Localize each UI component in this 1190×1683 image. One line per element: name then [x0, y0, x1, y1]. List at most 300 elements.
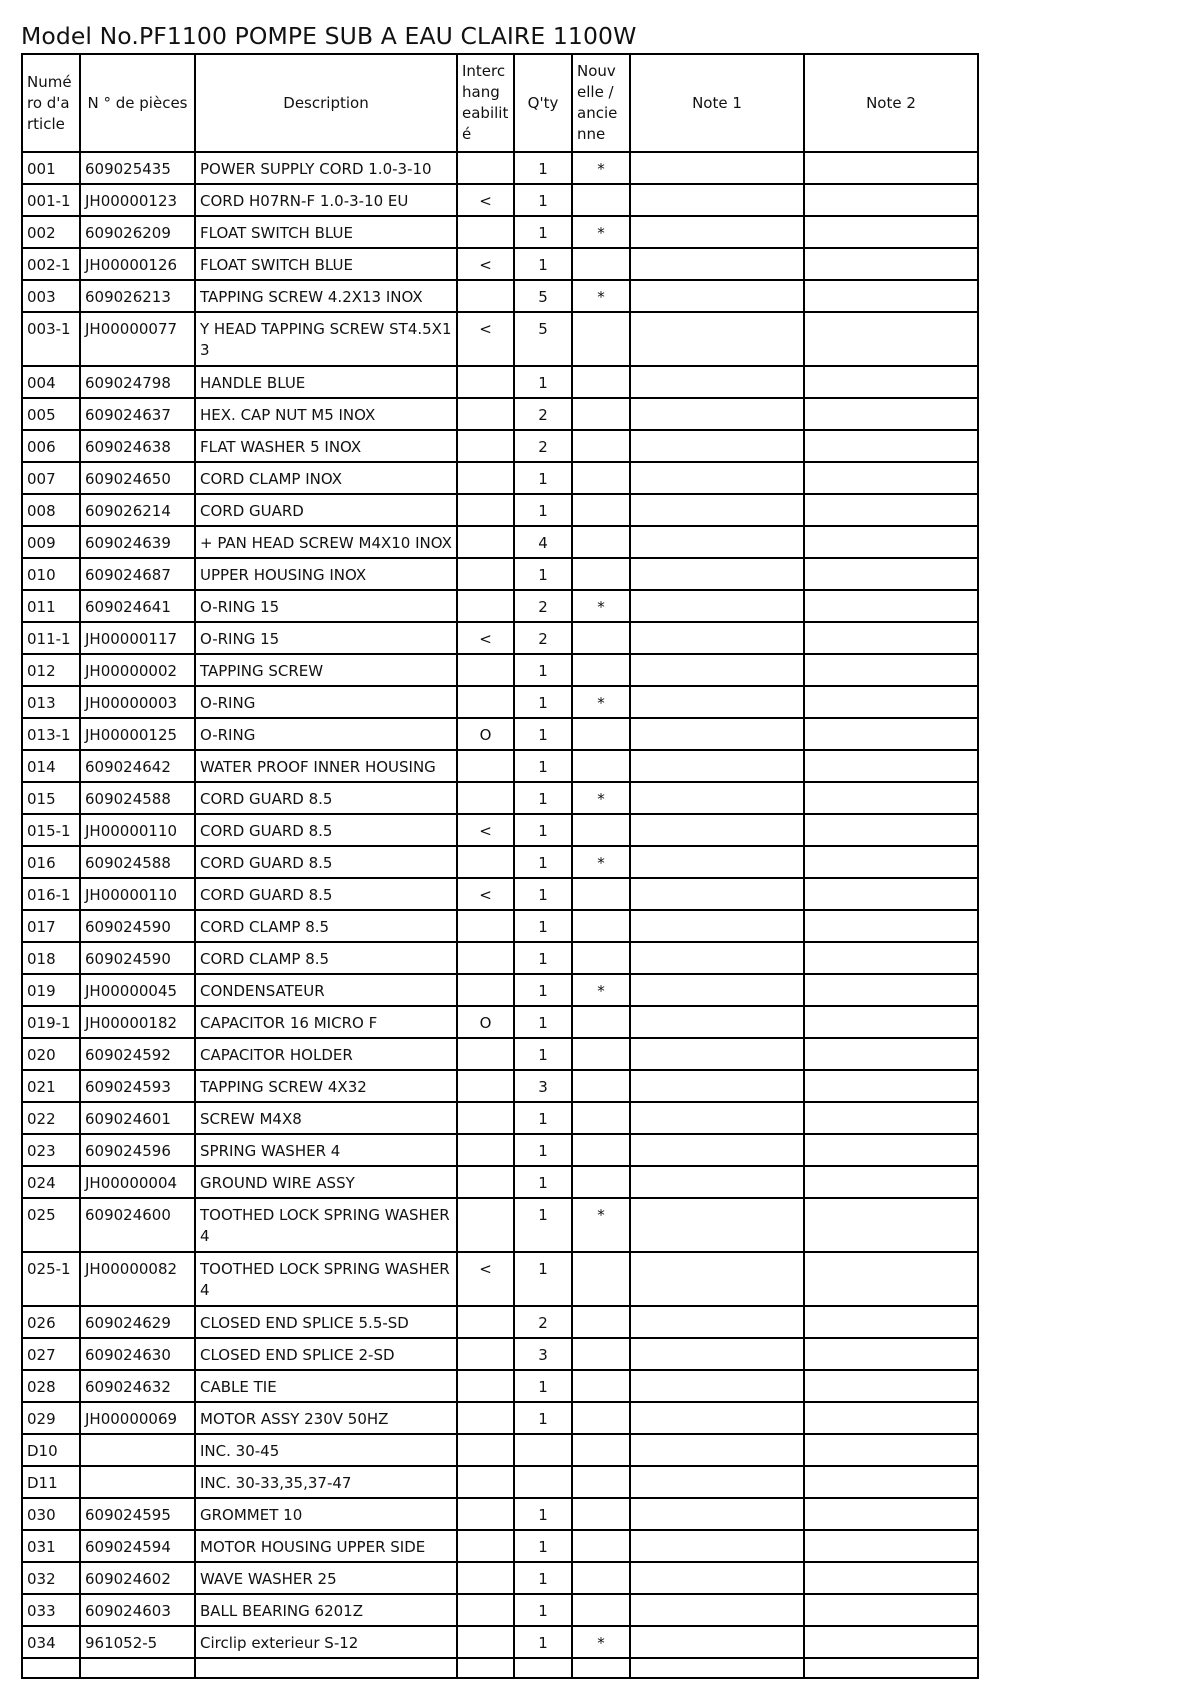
cell-new-old [572, 1466, 630, 1498]
cell-interchangeability [457, 1434, 514, 1466]
cell-new-old [572, 1252, 630, 1306]
cell-item-no: 008 [22, 494, 80, 526]
cell-part-no: JH00000077 [80, 312, 195, 366]
cell-note2 [804, 494, 978, 526]
table-row [22, 462, 978, 494]
header-note2: Note 2 [804, 54, 978, 152]
cell-item-no: 032 [22, 1562, 80, 1594]
table-row [22, 942, 978, 974]
cell-qty: 1 [514, 1594, 572, 1626]
cell-interchangeability [457, 910, 514, 942]
cell-new-old [572, 558, 630, 590]
cell-note2 [804, 366, 978, 398]
cell-note2 [804, 558, 978, 590]
cell-new-old [572, 1070, 630, 1102]
cell-interchangeability [457, 1658, 514, 1678]
cell-part-no: 609026213 [80, 280, 195, 312]
cell-qty: 1 [514, 974, 572, 1006]
cell-qty: 3 [514, 1338, 572, 1370]
cell-note1 [630, 910, 804, 942]
cell-part-no: JH00000082 [80, 1252, 195, 1306]
cell-qty: 1 [514, 462, 572, 494]
cell-qty: 1 [514, 686, 572, 718]
cell-new-old [572, 1370, 630, 1402]
cell-note1 [630, 216, 804, 248]
cell-qty: 1 [514, 846, 572, 878]
cell-description: O-RING 15 [195, 622, 457, 654]
cell-description: CAPACITOR 16 MICRO F [195, 1006, 457, 1038]
cell-note2 [804, 152, 978, 184]
cell-part-no: 609026214 [80, 494, 195, 526]
cell-new-old [572, 462, 630, 494]
cell-note1 [630, 312, 804, 366]
cell-interchangeability [457, 1198, 514, 1252]
cell-interchangeability [457, 526, 514, 558]
cell-interchangeability [457, 1102, 514, 1134]
cell-part-no: 609024641 [80, 590, 195, 622]
cell-note2 [804, 846, 978, 878]
cell-qty: 5 [514, 280, 572, 312]
cell-item-no: 014 [22, 750, 80, 782]
cell-new-old [572, 184, 630, 216]
table-row [22, 974, 978, 1006]
cell-note1 [630, 1166, 804, 1198]
cell-note2 [804, 782, 978, 814]
cell-note2 [804, 216, 978, 248]
cell-item-no: 002-1 [22, 248, 80, 280]
header-qty: Q'ty [514, 54, 572, 152]
cell-part-no: 609024601 [80, 1102, 195, 1134]
cell-new-old [572, 312, 630, 366]
cell-note2 [804, 1252, 978, 1306]
cell-new-old [572, 1530, 630, 1562]
cell-description: WAVE WASHER 25 [195, 1562, 457, 1594]
cell-interchangeability: < [457, 814, 514, 846]
cell-part-no: JH00000182 [80, 1006, 195, 1038]
cell-description: SCREW M4X8 [195, 1102, 457, 1134]
cell-description: CLOSED END SPLICE 2-SD [195, 1338, 457, 1370]
table-row [22, 184, 978, 216]
cell-description: CABLE TIE [195, 1370, 457, 1402]
cell-note1 [630, 1434, 804, 1466]
cell-qty: 1 [514, 1498, 572, 1530]
cell-part-no: JH00000117 [80, 622, 195, 654]
cell-note1 [630, 654, 804, 686]
cell-qty: 2 [514, 430, 572, 462]
cell-description: CORD GUARD 8.5 [195, 814, 457, 846]
cell-part-no: 609024798 [80, 366, 195, 398]
cell-qty: 1 [514, 1006, 572, 1038]
cell-note1 [630, 280, 804, 312]
cell-description: INC. 30-33,35,37-47 [195, 1466, 457, 1498]
cell-part-no: 609024632 [80, 1370, 195, 1402]
cell-note1 [630, 248, 804, 280]
cell-description: WATER PROOF INNER HOUSING [195, 750, 457, 782]
cell-part-no: JH00000004 [80, 1166, 195, 1198]
cell-part-no: 609024639 [80, 526, 195, 558]
cell-item-no: 028 [22, 1370, 80, 1402]
cell-note2 [804, 280, 978, 312]
table-row [22, 1166, 978, 1198]
cell-item-no: 015-1 [22, 814, 80, 846]
cell-part-no [80, 1658, 195, 1678]
cell-interchangeability [457, 1626, 514, 1658]
cell-note1 [630, 462, 804, 494]
cell-note2 [804, 248, 978, 280]
cell-description: CORD GUARD 8.5 [195, 846, 457, 878]
cell-qty: 1 [514, 718, 572, 750]
cell-interchangeability: O [457, 718, 514, 750]
cell-part-no: 609024629 [80, 1306, 195, 1338]
table-row [22, 622, 978, 654]
cell-item-no: 029 [22, 1402, 80, 1434]
cell-interchangeability [457, 1306, 514, 1338]
cell-description: CORD GUARD 8.5 [195, 782, 457, 814]
cell-description: HANDLE BLUE [195, 366, 457, 398]
cell-new-old: * [572, 686, 630, 718]
cell-note2 [804, 184, 978, 216]
cell-qty: 1 [514, 782, 572, 814]
cell-note1 [630, 1370, 804, 1402]
cell-item-no: 001 [22, 152, 80, 184]
cell-qty: 3 [514, 1070, 572, 1102]
cell-new-old [572, 718, 630, 750]
cell-note2 [804, 1166, 978, 1198]
cell-note2 [804, 1306, 978, 1338]
cell-new-old: * [572, 1198, 630, 1252]
cell-interchangeability [457, 686, 514, 718]
cell-item-no: 031 [22, 1530, 80, 1562]
cell-part-no [80, 1434, 195, 1466]
cell-part-no: 609024602 [80, 1562, 195, 1594]
cell-part-no: 609024637 [80, 398, 195, 430]
cell-note2 [804, 814, 978, 846]
cell-qty: 1 [514, 1134, 572, 1166]
parts-table [21, 53, 979, 1679]
cell-new-old [572, 814, 630, 846]
table-row [22, 558, 978, 590]
cell-interchangeability: < [457, 184, 514, 216]
cell-item-no: 002 [22, 216, 80, 248]
cell-qty [514, 1658, 572, 1678]
cell-new-old: * [572, 590, 630, 622]
cell-item-no: D11 [22, 1466, 80, 1498]
cell-interchangeability: < [457, 622, 514, 654]
cell-item-no: 023 [22, 1134, 80, 1166]
cell-interchangeability [457, 974, 514, 1006]
cell-item-no: 019 [22, 974, 80, 1006]
cell-qty: 1 [514, 248, 572, 280]
cell-item-no: 006 [22, 430, 80, 462]
cell-note1 [630, 526, 804, 558]
cell-item-no: 030 [22, 1498, 80, 1530]
cell-note1 [630, 1594, 804, 1626]
cell-new-old [572, 622, 630, 654]
cell-qty: 1 [514, 750, 572, 782]
cell-interchangeability: < [457, 248, 514, 280]
cell-description: CAPACITOR HOLDER [195, 1038, 457, 1070]
cell-interchangeability [457, 846, 514, 878]
cell-interchangeability [457, 1134, 514, 1166]
cell-note2 [804, 1134, 978, 1166]
table-row [22, 526, 978, 558]
cell-qty: 2 [514, 590, 572, 622]
cell-qty: 1 [514, 1198, 572, 1252]
cell-qty [514, 1466, 572, 1498]
cell-item-no: 012 [22, 654, 80, 686]
cell-item-no: 020 [22, 1038, 80, 1070]
cell-interchangeability [457, 750, 514, 782]
cell-note2 [804, 878, 978, 910]
cell-item-no: 009 [22, 526, 80, 558]
cell-interchangeability [457, 1402, 514, 1434]
cell-new-old [572, 1102, 630, 1134]
cell-note2 [804, 654, 978, 686]
cell-description: CORD CLAMP 8.5 [195, 910, 457, 942]
cell-note1 [630, 1102, 804, 1134]
cell-item-no: 016 [22, 846, 80, 878]
cell-new-old [572, 526, 630, 558]
cell-description: POWER SUPPLY CORD 1.0-3-10 [195, 152, 457, 184]
cell-part-no: 609024630 [80, 1338, 195, 1370]
cell-item-no: 003-1 [22, 312, 80, 366]
cell-new-old [572, 750, 630, 782]
cell-qty: 1 [514, 366, 572, 398]
table-row [22, 312, 978, 366]
cell-new-old [572, 494, 630, 526]
cell-description: + PAN HEAD SCREW M4X10 INOX [195, 526, 457, 558]
cell-item-no: 003 [22, 280, 80, 312]
table-row [22, 1626, 978, 1658]
cell-note1 [630, 622, 804, 654]
cell-note2 [804, 974, 978, 1006]
cell-note1 [630, 590, 804, 622]
cell-part-no: 609024595 [80, 1498, 195, 1530]
cell-interchangeability: O [457, 1006, 514, 1038]
cell-description: Y HEAD TAPPING SCREW ST4.5X13 [195, 312, 457, 366]
cell-note1 [630, 942, 804, 974]
cell-description: CORD GUARD 8.5 [195, 878, 457, 910]
cell-part-no: 609024593 [80, 1070, 195, 1102]
cell-part-no: JH00000002 [80, 654, 195, 686]
cell-part-no: JH00000003 [80, 686, 195, 718]
cell-part-no [80, 1466, 195, 1498]
cell-note1 [630, 1134, 804, 1166]
cell-part-no: JH00000110 [80, 814, 195, 846]
cell-note2 [804, 718, 978, 750]
cell-qty: 1 [514, 1252, 572, 1306]
cell-note1 [630, 1070, 804, 1102]
cell-interchangeability [457, 558, 514, 590]
cell-note1 [630, 750, 804, 782]
cell-new-old [572, 654, 630, 686]
cell-note1 [630, 782, 804, 814]
cell-note2 [804, 1594, 978, 1626]
header-interchangeability: Interc hang eabilit é [457, 54, 514, 152]
cell-part-no: 609024590 [80, 910, 195, 942]
cell-description: MOTOR HOUSING UPPER SIDE [195, 1530, 457, 1562]
cell-description: BALL BEARING 6201Z [195, 1594, 457, 1626]
page-title: Model No.PF1100 POMPE SUB A EAU CLAIRE 1100W [21, 22, 637, 50]
table-row [22, 1102, 978, 1134]
cell-note2 [804, 1370, 978, 1402]
table-row [22, 1006, 978, 1038]
cell-note2 [804, 1626, 978, 1658]
cell-interchangeability [457, 430, 514, 462]
table-row [22, 590, 978, 622]
cell-interchangeability [457, 1562, 514, 1594]
cell-interchangeability [457, 654, 514, 686]
table-row [22, 1658, 978, 1678]
cell-new-old [572, 1594, 630, 1626]
cell-note1 [630, 1402, 804, 1434]
cell-note2 [804, 1102, 978, 1134]
cell-description: Circlip exterieur S-12 [195, 1626, 457, 1658]
cell-note1 [630, 814, 804, 846]
cell-item-no: 010 [22, 558, 80, 590]
table-row [22, 1402, 978, 1434]
cell-new-old [572, 398, 630, 430]
cell-item-no: 017 [22, 910, 80, 942]
cell-note2 [804, 910, 978, 942]
cell-interchangeability [457, 280, 514, 312]
cell-qty: 1 [514, 814, 572, 846]
cell-note1 [630, 1038, 804, 1070]
table-row [22, 878, 978, 910]
cell-note1 [630, 1198, 804, 1252]
cell-new-old: * [572, 782, 630, 814]
table-row [22, 782, 978, 814]
cell-interchangeability [457, 942, 514, 974]
cell-part-no: JH00000045 [80, 974, 195, 1006]
cell-item-no: 026 [22, 1306, 80, 1338]
cell-part-no: JH00000110 [80, 878, 195, 910]
cell-note1 [630, 152, 804, 184]
parts-table-body [22, 152, 978, 1678]
cell-item-no: 022 [22, 1102, 80, 1134]
cell-note1 [630, 1306, 804, 1338]
cell-qty: 1 [514, 1530, 572, 1562]
cell-description: TOOTHED LOCK SPRING WASHER 4 [195, 1198, 457, 1252]
cell-note1 [630, 1658, 804, 1678]
cell-interchangeability [457, 1070, 514, 1102]
table-row [22, 1306, 978, 1338]
header-part-no: N ° de pièces [80, 54, 195, 152]
cell-note1 [630, 974, 804, 1006]
cell-item-no: 015 [22, 782, 80, 814]
cell-item-no: 001-1 [22, 184, 80, 216]
cell-new-old: * [572, 974, 630, 1006]
cell-part-no: 609026209 [80, 216, 195, 248]
cell-interchangeability [457, 782, 514, 814]
cell-interchangeability [457, 366, 514, 398]
cell-interchangeability [457, 1530, 514, 1562]
cell-note1 [630, 1466, 804, 1498]
cell-interchangeability: < [457, 312, 514, 366]
cell-description: FLAT WASHER 5 INOX [195, 430, 457, 462]
cell-description: CORD CLAMP INOX [195, 462, 457, 494]
cell-part-no: 609024687 [80, 558, 195, 590]
cell-note2 [804, 1006, 978, 1038]
cell-note2 [804, 312, 978, 366]
cell-new-old [572, 1562, 630, 1594]
cell-description: GROUND WIRE ASSY [195, 1166, 457, 1198]
cell-interchangeability [457, 1466, 514, 1498]
cell-note2 [804, 1466, 978, 1498]
table-row [22, 1252, 978, 1306]
cell-item-no: 011 [22, 590, 80, 622]
cell-item-no: 018 [22, 942, 80, 974]
cell-part-no: 609024588 [80, 782, 195, 814]
cell-note2 [804, 1038, 978, 1070]
table-row [22, 750, 978, 782]
cell-new-old [572, 1498, 630, 1530]
table-row [22, 1594, 978, 1626]
cell-new-old [572, 878, 630, 910]
cell-qty: 2 [514, 398, 572, 430]
cell-new-old [572, 248, 630, 280]
cell-qty: 1 [514, 654, 572, 686]
cell-new-old: * [572, 1626, 630, 1658]
cell-item-no: 011-1 [22, 622, 80, 654]
cell-note2 [804, 526, 978, 558]
cell-interchangeability [457, 1166, 514, 1198]
cell-note1 [630, 1252, 804, 1306]
cell-new-old [572, 1338, 630, 1370]
cell-qty: 1 [514, 152, 572, 184]
cell-qty [514, 1434, 572, 1466]
cell-note1 [630, 878, 804, 910]
cell-item-no: D10 [22, 1434, 80, 1466]
table-row [22, 686, 978, 718]
cell-part-no: JH00000069 [80, 1402, 195, 1434]
table-row [22, 1562, 978, 1594]
cell-interchangeability [457, 494, 514, 526]
cell-item-no: 027 [22, 1338, 80, 1370]
cell-interchangeability [457, 216, 514, 248]
cell-description: SPRING WASHER 4 [195, 1134, 457, 1166]
table-row [22, 248, 978, 280]
cell-item-no: 024 [22, 1166, 80, 1198]
cell-note2 [804, 686, 978, 718]
cell-note2 [804, 430, 978, 462]
cell-qty: 5 [514, 312, 572, 366]
table-row [22, 1038, 978, 1070]
cell-part-no: 609024642 [80, 750, 195, 782]
cell-part-no: 961052-5 [80, 1626, 195, 1658]
cell-qty: 1 [514, 942, 572, 974]
cell-note2 [804, 1198, 978, 1252]
cell-interchangeability [457, 1498, 514, 1530]
cell-interchangeability [457, 590, 514, 622]
cell-part-no: 609024592 [80, 1038, 195, 1070]
cell-new-old: * [572, 280, 630, 312]
table-row [22, 430, 978, 462]
cell-part-no: 609024594 [80, 1530, 195, 1562]
cell-new-old [572, 1006, 630, 1038]
table-row [22, 846, 978, 878]
cell-part-no: 609024638 [80, 430, 195, 462]
table-row [22, 1338, 978, 1370]
header-item-no: Numé ro d'a rticle [22, 54, 80, 152]
cell-new-old: * [572, 152, 630, 184]
cell-item-no: 021 [22, 1070, 80, 1102]
cell-item-no: 034 [22, 1626, 80, 1658]
table-row [22, 398, 978, 430]
cell-qty: 1 [514, 558, 572, 590]
cell-part-no: 609024590 [80, 942, 195, 974]
cell-interchangeability [457, 1370, 514, 1402]
